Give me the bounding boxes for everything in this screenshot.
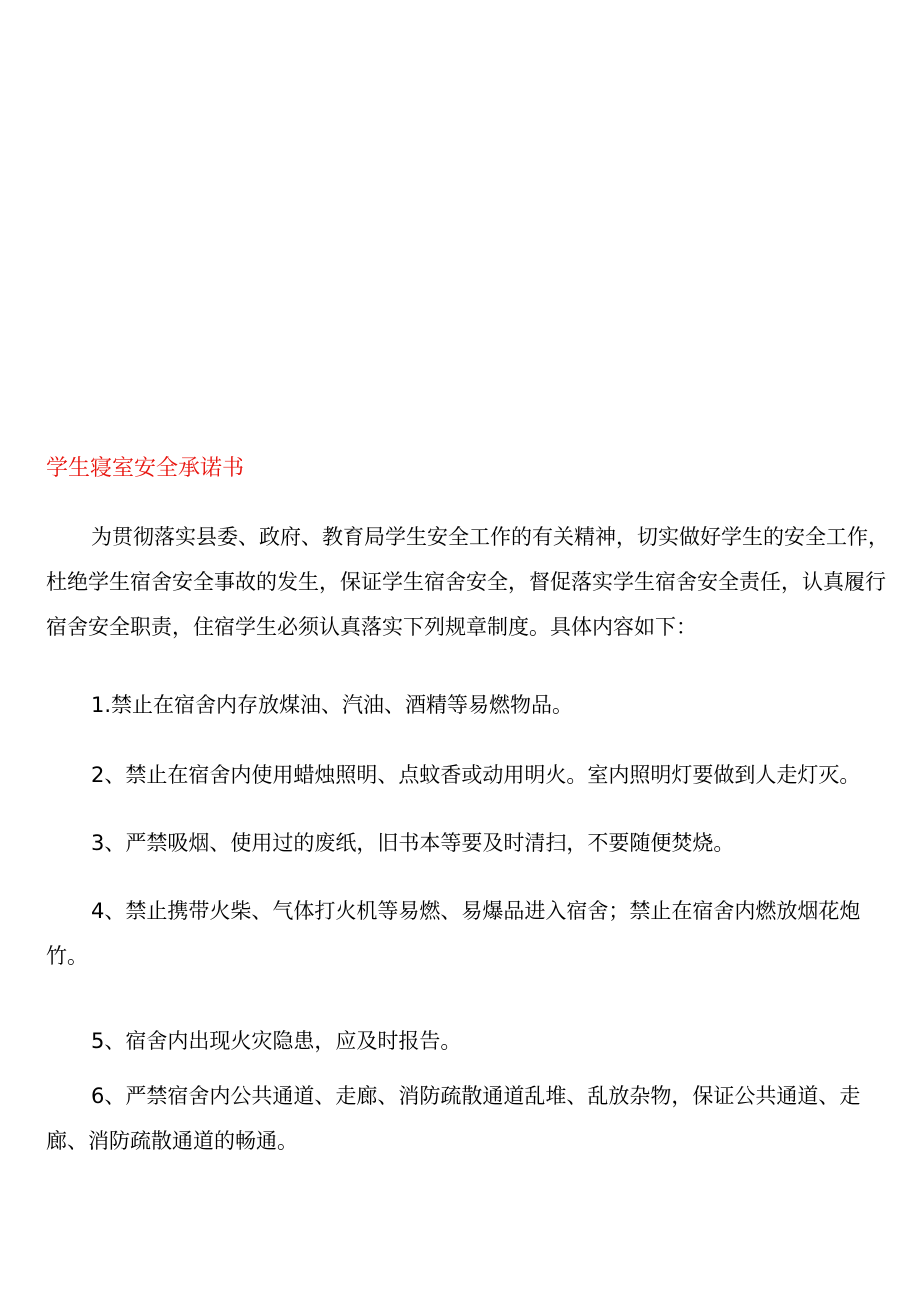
rule-item-1: 1.禁止在宿舍内存放煤油、汽油、酒精等易燃物品。 <box>91 693 574 717</box>
rule-item-2: 2、禁止在宿舍内使用蜡烛照明、点蚊香或动用明火。室内照明灯要做到人走灯灭。 <box>91 763 861 787</box>
rule-item-6: 6、严禁宿舍内公共通道、走廊、消防疏散通道乱堆、乱放杂物，保证公共通道、走廊、消防疏散通道的畅通。 <box>46 1084 861 1153</box>
document-title: 学生寝室安全承诺书 <box>46 456 245 481</box>
rule-item-5: 5、宿舍内出现火灾隐患，应及时报告。 <box>91 1029 462 1053</box>
rule-item-4: 4、禁止携带火柴、气体打火机等易燃、易爆品进入宿舍；禁止在宿舍内燃放烟花炮竹。 <box>46 899 861 968</box>
intro-paragraph: 为贯彻落实县委、政府、教育局学生安全工作的有关精神，切实做好学生的安全工作，杜绝学生宿舍安全事故的发生，保证学生宿舍安全，督促落实学生宿舍安全责任，认真履行宿舍安全职责，住宿学生必须认真落实下列规章制度。具体内容如下： <box>46 525 889 639</box>
rule-item-3: 3、严禁吸烟、使用过的废纸，旧书本等要及时清扫，不要随便焚烧。 <box>91 831 735 855</box>
